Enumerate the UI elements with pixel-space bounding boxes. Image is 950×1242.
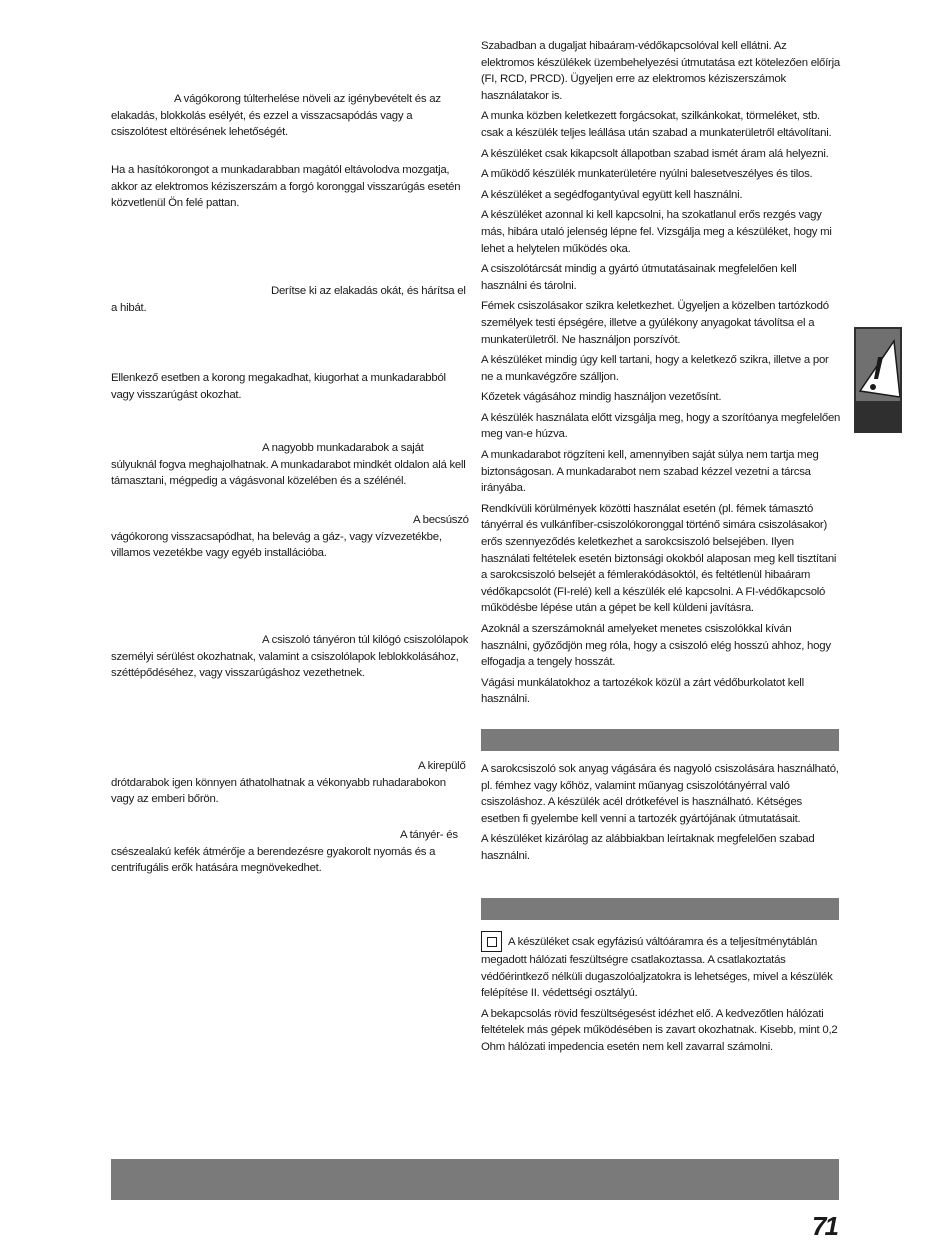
paragraph: A becsúszó vágókorong visszacsapódhat, ha belevág a gáz-, vagy vízvezetékbe, villamos vezetékbe vagy egyéb installációba.: [111, 514, 469, 560]
page-number: 71: [812, 1211, 837, 1241]
paragraph-text: A készüléket csak egyfázisú váltóáramra és a teljesítménytáblán megadott hálózati feszültségre csatlakoztassa. A csatlakoztatás védőérintkező nélküli dugaszolóaljzatokra is lehetséges, mivel a készülék felépítése II. védettségi osztályú.: [481, 936, 833, 1000]
paragraph: A készüléket kizárólag az alábbiakban leírtaknak megfelelően szabad használni.: [481, 833, 815, 862]
paragraph: [481, 931, 841, 1002]
paragraph: Kőzetek vágásához mindig használjon vezetősínt.: [481, 391, 722, 404]
paragraph: Azoknál a szerszámoknál amelyeket menetes csiszolókkal kíván használni, győződjön meg róla, hogy a csiszoló elég hosszú ahhoz, hogy elfogadja a tengely hosszát.: [481, 623, 831, 669]
paragraph: A készüléket a segédfogantyúval együtt kell használni.: [481, 188, 743, 201]
paragraph: Vágási munkálatokhoz a tartozékok közül a zárt védőburkolatot kell használni.: [481, 676, 804, 706]
paragraph: A működő készülék munkaterületére nyúlni balesetveszélyes és tilos.: [481, 168, 813, 181]
paragraph: A készüléket csak kikapcsolt állapotban szabad ismét áram alá helyezni.: [481, 147, 829, 160]
section-header-bar-usage: [481, 729, 839, 751]
paragraph: A kirepülő drótdarabok igen könnyen áthatolhatnak a vékonyabb ruhadarabokon vagy az emberi bőrön.: [111, 760, 466, 806]
paragraph: A nagyobb munkadarabok a saját súlyuknál fogva meghajolhatnak. A munkadarabot mindkét oldalon alá kell támasztani, mégpedig a vágásvonal közelében és a szélénél.: [111, 442, 466, 488]
paragraph: Ha a hasítókorongot a munkadarabban magától eltávolodva mozgatja, akkor az elektromos kéziszerszám a forgó koronggal visszarúgás esetén közvetlenül Ön felé pattan.: [111, 164, 461, 210]
paragraph: A tányér- és csészealakú kefék átmérője a berendezésre gyakorolt nyomás és a centrifugális erők hatására megnövekedhet.: [111, 829, 458, 875]
paragraph: Derítse ki az elakadás okát, és hárítsa el a hibát.: [111, 285, 466, 314]
right-column-usage: [481, 761, 841, 869]
footer-bar: [111, 1159, 839, 1200]
paragraph: A csiszoló tányéron túl kilógó csiszolólapok személyi sérülést okozhatnak, valamint a csiszolólapok leblokkolásához, széttépődéséhez, vagy visszarúgáshoz vezethetnek.: [111, 634, 469, 680]
paragraph: A készüléket azonnal ki kell kapcsolni, ha szokatlanul erős rezgés vagy más, hibára utaló jelenség lépne fel. Vizsgálja meg a készüléket, hogy mi lehet a helytelen működés oka.: [481, 209, 832, 255]
paragraph: A munka közben keletkezett forgácsokat, szilkánkokat, törmeléket, stb. csak a készülék teljes leállása után szabad a munkaterületről eltávolítani.: [481, 110, 832, 139]
paragraph: A sarokcsiszoló sok anyag vágására és nagyoló csiszolására használható, pl. fémhez vagy kőhöz, valamint műanyag csiszolótányérral való csiszoláshoz. A készülék acél drótkefével is használható. Kétséges esetben fi gyelembe kell venni a tartozék gyártójának útmutatásait.: [481, 763, 839, 825]
right-column-power: [481, 931, 841, 1060]
paragraph: A munkadarabot rögzíteni kell, amennyiben saját súlya nem tartja meg biztonságosan. A munkadarabot nem szabad kézzel vezetni a tárcsa irányába.: [481, 449, 819, 495]
warning-side-tab: [854, 327, 902, 433]
paragraph: A készüléket mindig úgy kell tartani, hogy a keletkező szikra, illetve a por ne a munkavégzőre szálljon.: [481, 354, 829, 383]
double-insulation-icon: [481, 931, 502, 952]
paragraph: Ellenkező esetben a korong megakadhat, kiugorhat a munkadarabból vagy visszarúgást okozhat.: [111, 372, 446, 401]
paragraph: Rendkívüli körülmények közötti használat esetén (pl. fémek támasztó tányérral és vulkánfíber-csiszolókoronggal történő simára csiszolásakor) erős szennyeződés keletkezhet a sarokcsiszoló belsejében. Ilyen használati feltételek esetén biztonsági okokból alaposan meg kell tisztítani a sarokcsiszoló belsejét a fémlerakódásoktól, és feltétlenül hibaáram védőkapcsolót (FI-relé) kell a készülék elé kapcsolni. A FI-védőkapcsoló működésbe lépése után a gépet be kell küldeni javításra.: [481, 502, 837, 615]
section-header-bar-power: [481, 898, 839, 920]
paragraph: A csiszolótárcsát mindig a gyártó útmutatásainak megfelelően kell használni és tárolni.: [481, 263, 797, 292]
paragraph: A vágókorong túlterhelése növeli az igénybevételt és az elakadás, blokkolás esélyét, és ezzel a visszacsapódás vagy a csiszolótest eltörésének lehetőségét.: [111, 93, 441, 139]
right-column-safety: [481, 38, 841, 712]
paragraph: A bekapcsolás rövid feszültségesést idézhet elő. A kedvezőtlen hálózati feltételek más gépek működésében is zavart okozhatnak. Kisebb, mint 0,2 Ohm hálózati impedencia esetén nem kell zavarral számolni.: [481, 1007, 838, 1053]
paragraph: A készülék használata előtt vizsgálja meg, hogy a szorítóanya megfelelően meg van-e húzva.: [481, 411, 841, 441]
warning-triangle-icon: [856, 329, 900, 401]
paragraph: Fémek csiszolásakor szikra keletkezhet. Ügyeljen a közelben tartózkodó személyek testi épségére, illetve a gyúlékony anyagokat távolítsa el a munkaterületről. Ne használjon porszívót.: [481, 300, 829, 346]
paragraph: Szabadban a dugaljat hibaáram-védőkapcsolóval kell ellátni. Az elektromos készülékek üzembehelyezési útmutatása ezt kötelezően előírja (FI, RCD, PRCD). Ügyeljen erre az elektromos kéziszerszámok használatakor is.: [481, 40, 840, 102]
